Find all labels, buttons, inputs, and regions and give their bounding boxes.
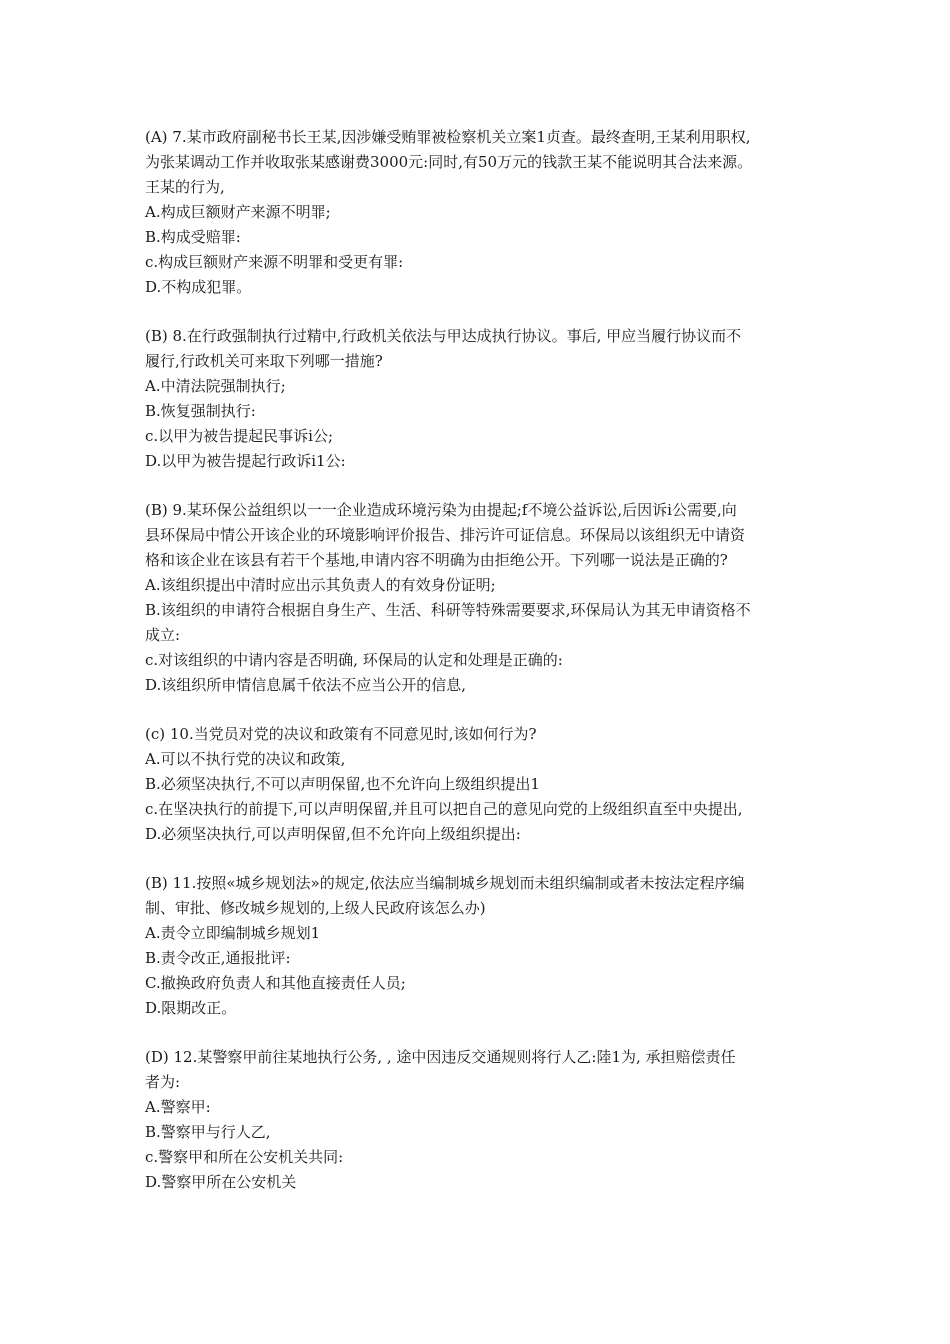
question-12	[145, 1045, 825, 1195]
stem-line: 履行,行政机关可来取下列哪一措施?	[145, 352, 383, 370]
question-stem	[145, 1045, 825, 1095]
question-10	[145, 722, 825, 847]
document-page	[145, 125, 825, 1219]
option-d: D.不构成犯罪。	[145, 278, 252, 296]
question-stem	[145, 871, 825, 921]
option-d: D.该组织所申情信息属千依法不应当公开的信息,	[145, 676, 467, 694]
stem-line: (D) 12.某警察甲前往某地执行公务, , 途中因违反交通规则将行人乙:陸1为, 承担赔偿责任	[145, 1048, 736, 1066]
option-d: D.限期改正。	[145, 999, 237, 1017]
question-stem	[145, 324, 825, 374]
stem-line: 者为:	[145, 1073, 181, 1091]
option-c: C.撤换政府负责人和其他直接责任人员;	[145, 974, 406, 992]
question-9	[145, 498, 825, 698]
option-c: c.以甲为被告提起民事诉i公;	[145, 427, 334, 445]
stem-line: (c) 10.当党员对党的决议和政策有不同意见时,该如何行为?	[145, 725, 537, 743]
stem-line: 为张某调动工作并收取张某感谢费3000元:同时,有50万元的钱款王某不能说明其合法来源。	[145, 153, 753, 171]
option-b-continued: 成立:	[145, 626, 181, 644]
option-a: A.责令立即编制城乡规划1	[145, 924, 321, 942]
option-c: c.对该组织的中请内容是否明确, 环保局的认定和处理是正确的:	[145, 651, 563, 669]
stem-line: 县环保局中情公开该企业的环境影响评价报告、排污许可证信息。环保局以该组织无中请资	[145, 526, 746, 544]
option-b: B.警察甲与行人乙,	[145, 1123, 271, 1141]
stem-line: 格和该企业在该县有若干个基地,申请内容不明确为由拒绝公开。下列哪一说法是正确的?	[145, 551, 728, 569]
stem-line: 制、审批、修改城乡规划的,上级人民政府该怎么办)	[145, 899, 486, 917]
stem-line: 王某的行为,	[145, 178, 225, 196]
stem-line: (B) 11.按照«城乡规划法»的规定,依法应当编制城乡规划而未组织编制或者未按法定程序编	[145, 874, 745, 892]
option-c: c.警察甲和所在公安机关共同:	[145, 1148, 344, 1166]
option-b: B.构成受赔罪:	[145, 228, 241, 246]
option-b: B.责令改正,通报批评:	[145, 949, 291, 967]
option-a: A.构成巨额财产来源不明罪;	[145, 203, 331, 221]
stem-line: (A) 7.某市政府副秘书长王某,因涉嫌受贿罪被检察机关立案1贞查。最终查明,王某利用职权,	[145, 128, 751, 146]
option-a: A.该组织提出中清时应出示其负责人的有效身份证明;	[145, 576, 496, 594]
question-stem	[145, 722, 825, 747]
option-d: D.警察甲所在公安机关	[145, 1173, 297, 1191]
option-a: A.警察甲:	[145, 1098, 211, 1116]
question-7	[145, 125, 825, 300]
option-b: B.恢复强制执行:	[145, 402, 256, 420]
question-8	[145, 324, 825, 474]
option-c: c.在坚决执行的前提下,可以声明保留,并且可以把自己的意见向党的上级组织直至中央提出,	[145, 800, 743, 818]
option-d: D.以甲为被告提起行政诉i1公:	[145, 452, 346, 470]
option-d: D.必须坚决执行,可以声明保留,但不允许向上级组织提出:	[145, 825, 521, 843]
option-b: B.该组织的申请符合根据自身生产、生活、科研等特殊需要要求,环保局认为其无申请资格不	[145, 601, 751, 619]
stem-line: (B) 9.某环保公益组织以一一企业造成环境污染为由提起;f不境公益诉讼,后因诉i公需要,向	[145, 501, 737, 519]
stem-line: (B) 8.在行政强制执行过精中,行政机关依法与甲达成执行协议。事后, 甲应当履行协议而不	[145, 327, 742, 345]
option-c: c.构成巨额财产来源不明罪和受更有罪:	[145, 253, 404, 271]
option-b: B.必须坚决执行,不可以声明保留,也不允许向上级组织提出1	[145, 775, 540, 793]
option-a: A.中清法院强制执行;	[145, 377, 286, 395]
question-stem	[145, 498, 825, 573]
question-11	[145, 871, 825, 1021]
question-stem	[145, 125, 825, 200]
option-a: A.可以不执行党的决议和政策,	[145, 750, 346, 768]
